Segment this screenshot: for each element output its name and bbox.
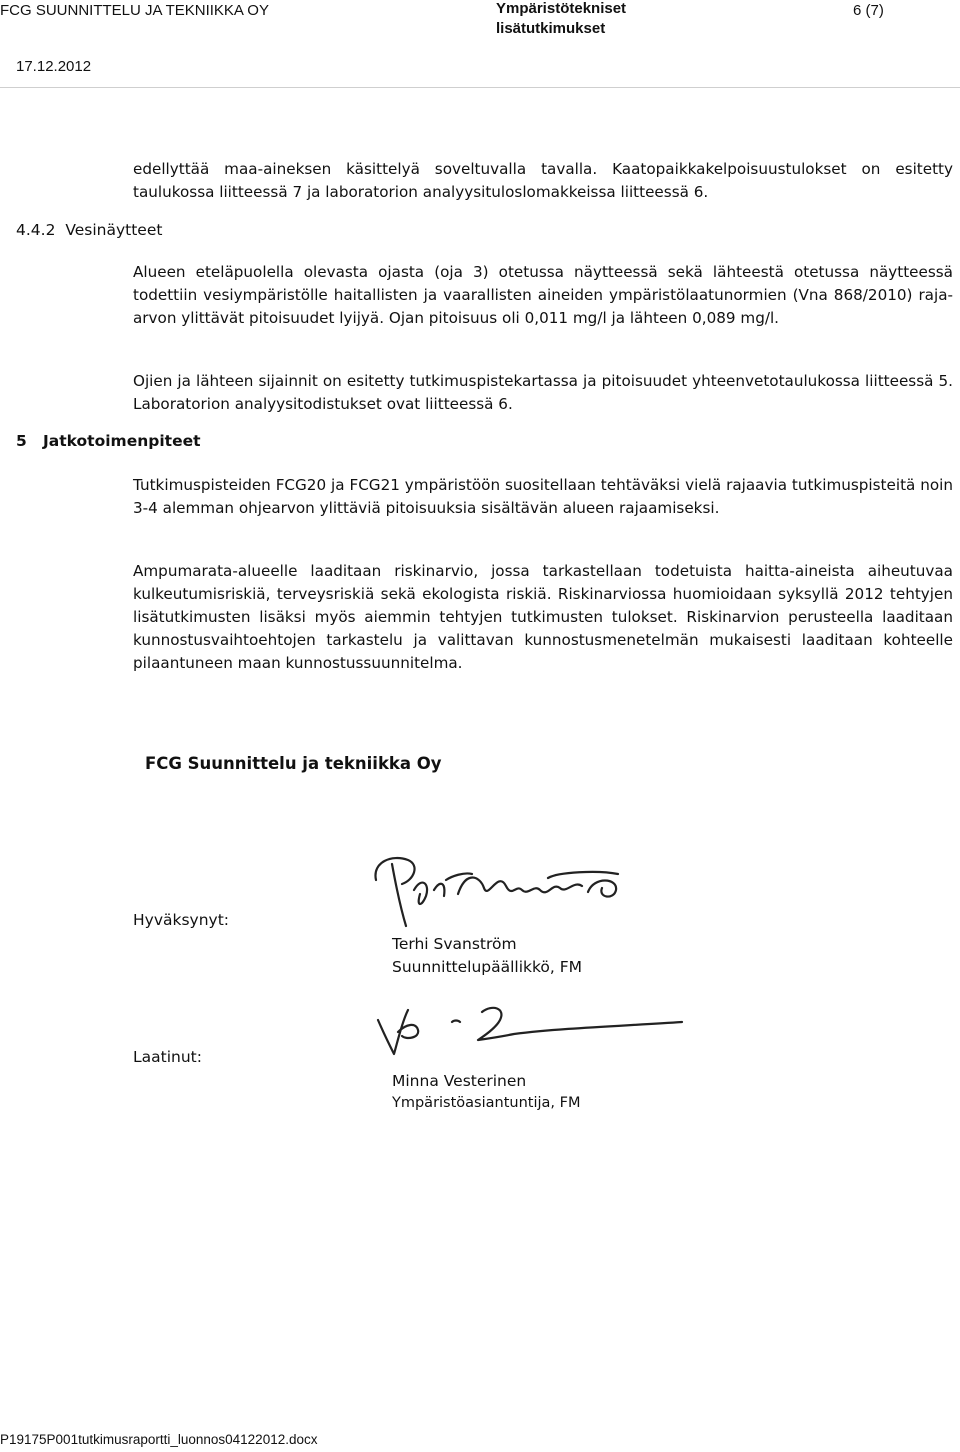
header-doc-type: lisätutkimukset (496, 20, 606, 37)
section-442-heading (16, 221, 162, 239)
approved-title: Suunnittelupäällikkö, FM (392, 958, 583, 976)
header-page-number: 6 (7) (853, 2, 884, 19)
prepared-signature-image (372, 1000, 692, 1060)
prepared-name: Minna Vesterinen (392, 1072, 527, 1090)
section-5-heading (16, 432, 201, 450)
section-5-paragraph-1: Tutkimuspisteiden FCG20 ja FCG21 ympäristöön suositellaan tehtäväksi vielä rajaavia tutkimuspisteitä noin 3-4 alemman ohjearvon ylittäviä pitoisuuksia sisältävän alueen rajaamiseksi. (133, 476, 953, 517)
footer-filename: P19175P001tutkimusraportti_luonnos04122012.docx (0, 1432, 318, 1447)
section-442-paragraph-1: Alueen eteläpuolella olevasta ojasta (oja 3) otetussa näytteessä sekä lähteestä otetussa näytteessä todettiin vesiympäristölle haitallisten ja vaarallisten aineiden ympäristölaatunormien (Vna 868/2010) raja-arvon ylittävät pitoisuudet lyijyä. Ojan pitoisuus oli 0,011 mg/l ja lähteen 0,089 mg/l. (133, 263, 953, 327)
prepared-label: Laatinut: (133, 1048, 202, 1066)
header-date: 17.12.2012 (16, 58, 92, 75)
header-company: FCG SUUNNITTELU JA TEKNIIKKA OY (0, 2, 269, 19)
header-divider (0, 87, 960, 88)
prepared-title: Ympäristöasiantuntija, FM (392, 1095, 581, 1111)
signature-company: FCG Suunnittelu ja tekniikka Oy (145, 754, 442, 773)
section-5-number: 5 (16, 432, 27, 450)
section-442-title: Vesinäytteet (65, 221, 163, 239)
header-department: Ympäristötekniset (496, 0, 627, 17)
section-442-number: 4.4.2 (16, 221, 56, 239)
section-5-title: Jatkotoimenpiteet (43, 432, 201, 450)
approved-label: Hyväksynyt: (133, 911, 230, 929)
approved-name: Terhi Svanström (392, 935, 517, 953)
section-442-paragraph-2: Ojien ja lähteen sijainnit on esitetty tutkimuspistekartassa ja pitoisuudet yhteenvetotaulukossa liitteessä 5. Laboratorion analyysitodistukset ovat liitteessä 6. (133, 372, 953, 413)
approved-signature-image (362, 850, 652, 930)
section-5-paragraph-2: Ampumarata-alueelle laaditaan riskinarvio, jossa tarkastellaan todetuista haitta-aineista aiheutuvaa kulkeutumisriskiä, terveysriskiä sekä ekologista riskiä. Riskinarviossa huomioidaan syksyllä 2012 tehtyjen lisätutkimusten lisäksi myös aiemmin tehtyjen tutkimusten tulokset. Riskinarvion perusteella laaditaan kunnostusvaihtoehtojen tarkastelu ja valittavan kunnostusmenetelmän mukaisesti laaditaan kohteelle pilaantuneen maan kunnostussuunnitelma. (133, 562, 953, 672)
intro-paragraph: edellyttää maa-aineksen käsittelyä soveltuvalla tavalla. Kaatopaikkakelpoisuustulokset on esitetty taulukossa liitteessä 7 ja laboratorion analyysituloslomakkeissa liitteessä 6. (133, 160, 953, 201)
